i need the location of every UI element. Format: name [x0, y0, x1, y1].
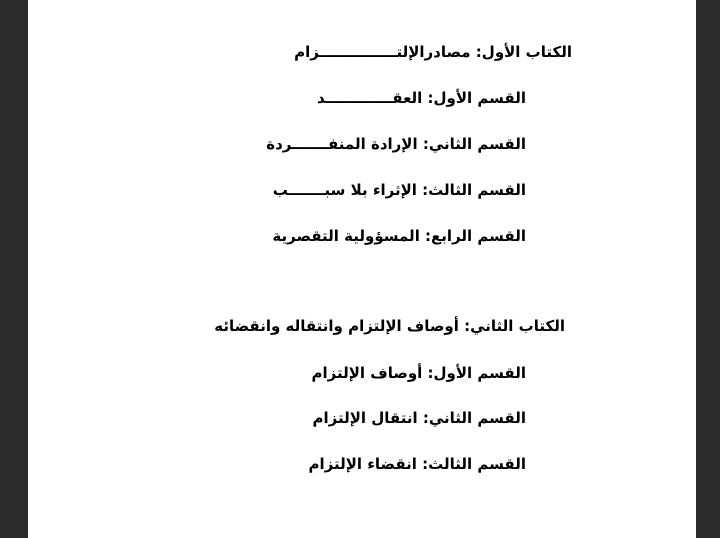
book2-heading: الكتاب الثاني: أوصاف الإلتزام وانتقاله وانقضائه — [214, 317, 565, 335]
book1-heading: الكتاب الأول: مصادرالإلتـــــــــــــــزام — [294, 43, 572, 61]
book1-section-2: القسم الثاني: الإرادة المنفـــــــردة — [266, 135, 526, 153]
book2-section-3: القسم الثالث: انقضاء الإلتزام — [308, 455, 526, 473]
document-page — [28, 0, 696, 538]
book2-section-1: القسم الأول: أوصاف الإلتزام — [311, 364, 526, 382]
viewer-left-margin — [0, 0, 28, 538]
book2-section-2: القسم الثاني: انتقال الإلتزام — [312, 409, 526, 427]
book1-section-4: القسم الرابع: المسؤولية التقصرية — [272, 227, 526, 245]
book1-section-1: القسم الأول: العقـــــــــــــد — [316, 89, 526, 107]
book1-section-3: القسم الثالث: الإثراء بلا سبـــــــب — [272, 181, 526, 199]
viewer-right-margin — [696, 0, 720, 538]
